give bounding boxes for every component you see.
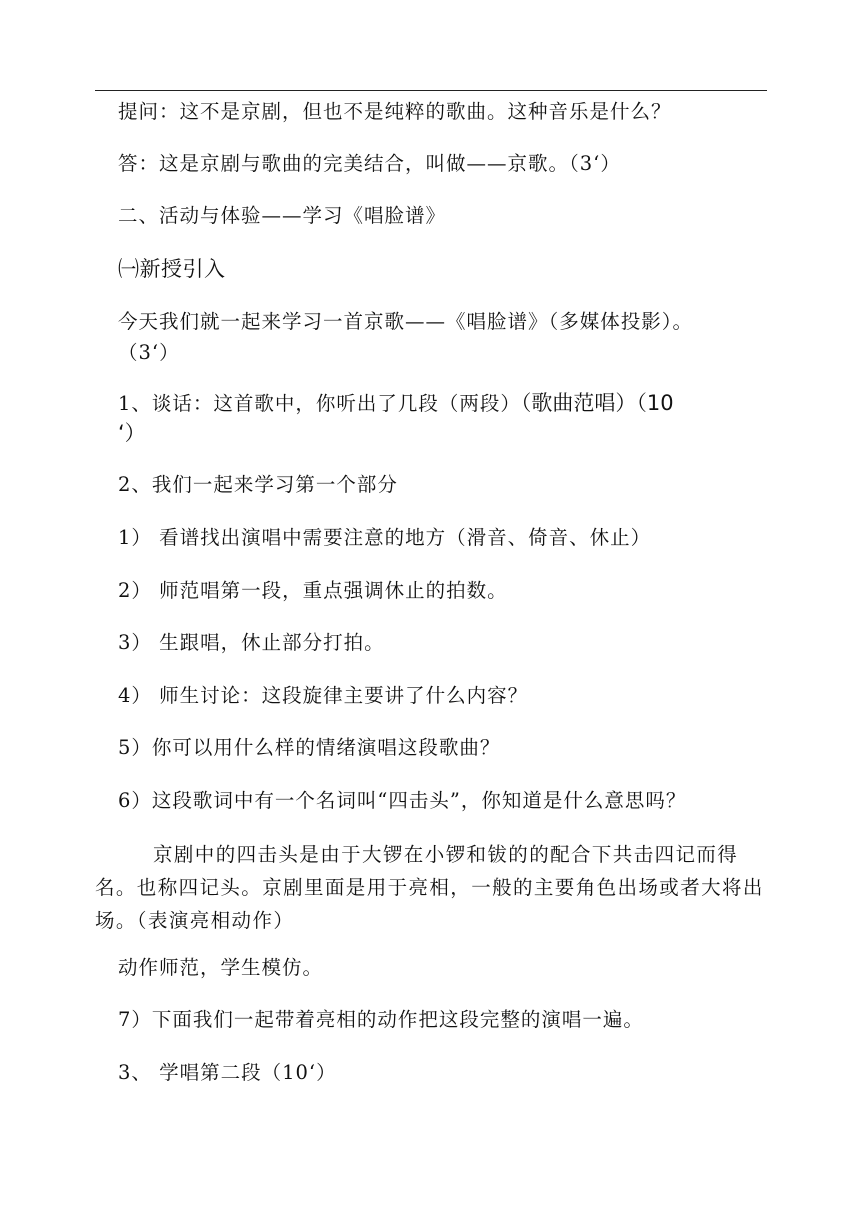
subsection-heading: ㈠新授引入: [118, 257, 226, 281]
imitate-line: 动作师范，学生模仿。: [118, 956, 324, 979]
intro-line-2: （3‘）: [118, 341, 180, 364]
header-rule: [95, 90, 767, 91]
talk-line-continued: ‘）: [118, 421, 146, 445]
sub-step-2: 2） 师范唱第一段，重点强调休止的拍数。: [118, 579, 508, 602]
sub-step-6: 6）这段歌词中有一个名词叫“四击头”，你知道是什么意思吗？: [118, 789, 687, 812]
section-heading: 二、活动与体验——学习《唱脸谱》: [118, 204, 447, 227]
sub-step-1: 1） 看谱找出演唱中需要注意的地方（滑音、倚音、休止）: [118, 526, 652, 549]
talk-emphasis: （歌曲范唱）（10: [520, 391, 674, 415]
intro-line-1: 今天我们就一起来学习一首京歌——《唱脸谱》（多媒体投影）。: [118, 310, 694, 333]
explanation-paragraph: 京剧中的四击头是由于大锣在小锣和钹的的配合下共击四记而得名。也称四记头。京剧里面是用于亮相，一般的主要角色出场或者大将出场。（表演亮相动作）: [95, 843, 764, 932]
talk-line: [118, 390, 674, 417]
sub-step-3: 3） 生跟唱，休止部分打拍。: [118, 631, 385, 654]
talk-text: 1、谈话：这首歌中，你听出了几段（两段）: [118, 392, 521, 415]
question-line: 提问：这不是京剧，但也不是纯粹的歌曲。这种音乐是什么？: [118, 100, 672, 123]
step-3: 3、 学唱第二段（10‘）: [118, 1061, 337, 1084]
sub-step-4: 4） 师生讨论：这段旋律主要讲了什么内容？: [118, 684, 529, 707]
sub-step-5: 5）你可以用什么样的情绪演唱这段歌曲？: [118, 736, 501, 759]
step-2: 2、我们一起来学习第一个部分: [118, 473, 398, 496]
sub-step-7: 7）下面我们一起带着亮相的动作把这段完整的演唱一遍。: [118, 1008, 644, 1031]
answer-line: 答：这是京剧与歌曲的完美结合，叫做——京歌。（3‘）: [118, 152, 621, 175]
